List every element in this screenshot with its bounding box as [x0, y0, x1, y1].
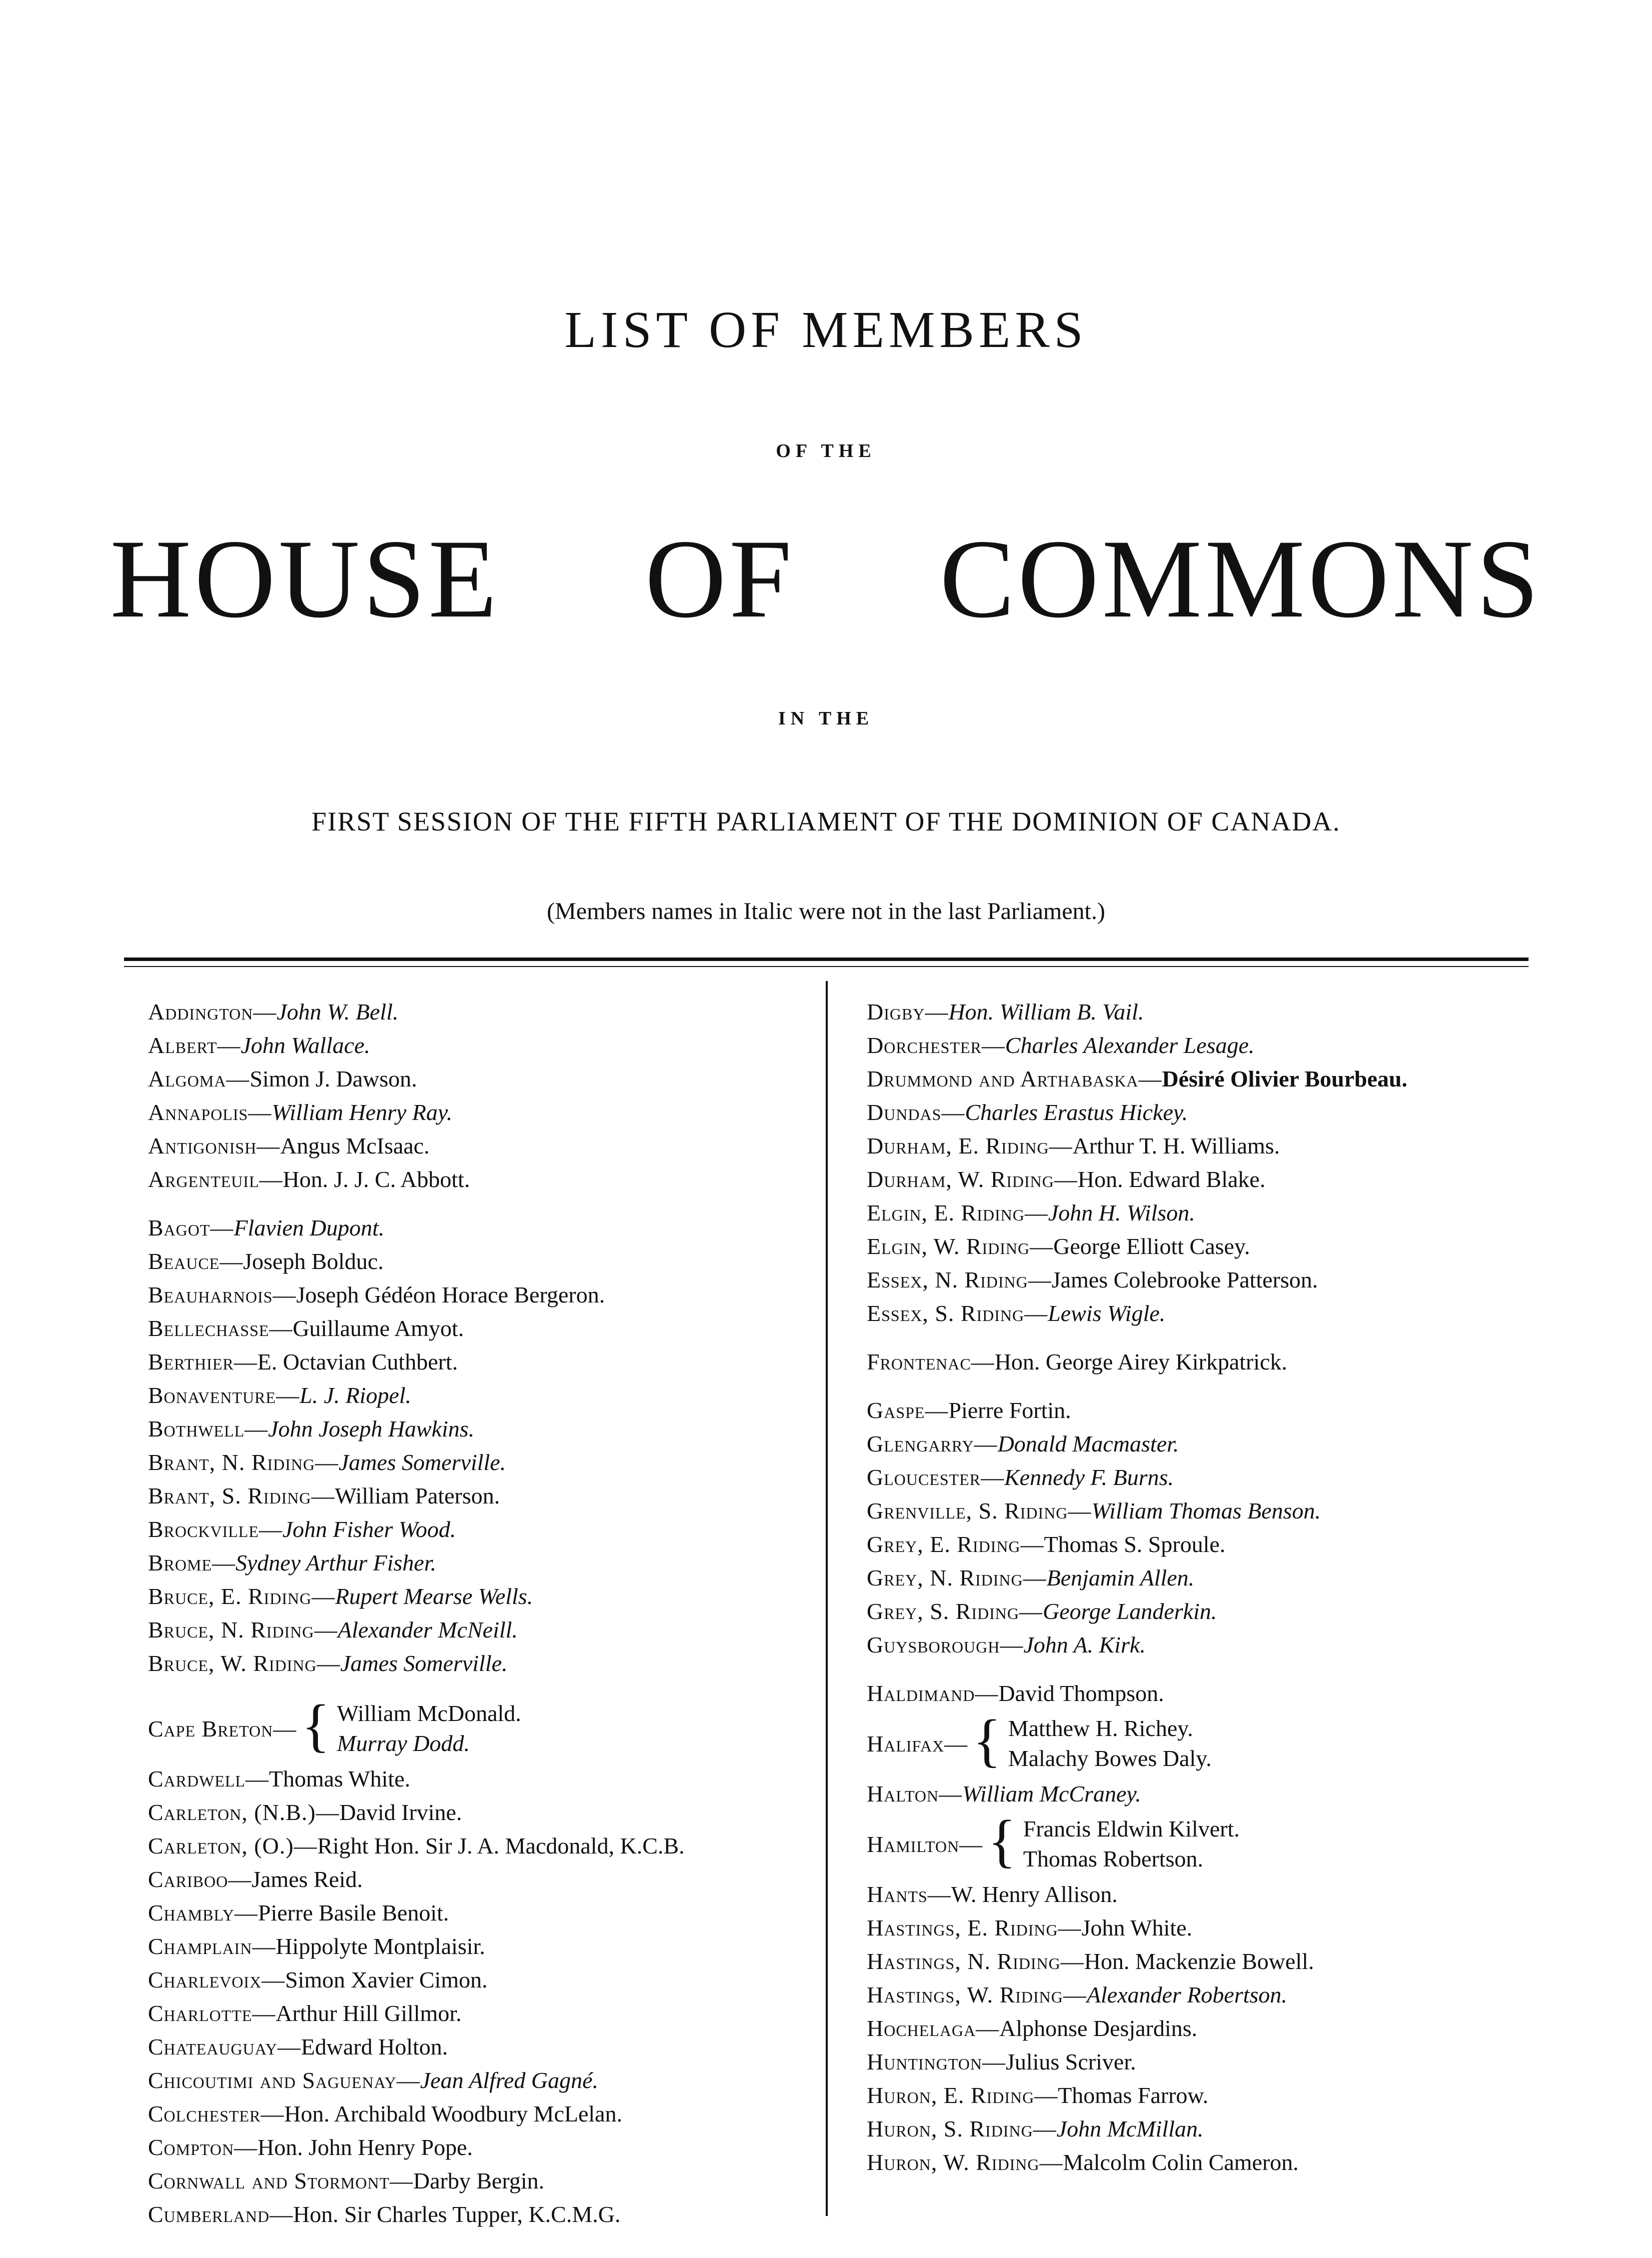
- member-entry: [867, 1810, 1532, 1878]
- member-entry: [148, 1312, 818, 1345]
- member-entry: [867, 1561, 1532, 1594]
- brace-glyph: {: [988, 1808, 1016, 1874]
- member-name: John McMillan.: [1056, 2116, 1204, 2142]
- member-entry: [867, 1230, 1532, 1263]
- member-name: Arthur T. H. Williams.: [1072, 1133, 1280, 1158]
- member-name: John H. Wilson.: [1048, 1200, 1195, 1226]
- heading-session: FIRST SESSION OF THE FIFTH PARLIAMENT OF THE DOMINION OF CANADA.: [311, 806, 1341, 836]
- member-entry: [867, 2112, 1532, 2146]
- member-entry: [148, 1896, 818, 1930]
- member-name: Francis Eldwin Kilvert.: [1023, 1816, 1240, 1842]
- member-name: Thomas Robertson.: [1023, 1846, 1204, 1872]
- member-entry: [867, 1062, 1532, 1096]
- member-entry: [148, 1129, 818, 1162]
- left-column: [148, 995, 818, 2231]
- member-name: Simon Xavier Cimon.: [285, 1967, 488, 1992]
- member-name: Charles Erastus Hickey.: [965, 1100, 1188, 1125]
- member-entry: [867, 1777, 1532, 1810]
- member-name: William McCraney.: [962, 1781, 1141, 1806]
- member-entry: [867, 1129, 1532, 1162]
- member-entry: [867, 1394, 1532, 1427]
- member-name: Hon. Sir Charles Tupper, K.C.M.G.: [293, 2202, 621, 2227]
- member-name: John Joseph Hawkins.: [268, 1416, 474, 1442]
- constituency-name: Beauharnois—: [148, 1282, 296, 1308]
- constituency-name: Brant, S. Riding—: [148, 1483, 335, 1508]
- member-entry: [867, 1345, 1532, 1378]
- member-name: Flavien Dupont.: [233, 1215, 385, 1240]
- member-entry: [148, 1211, 818, 1244]
- member-name: W. Henry Allison.: [951, 1882, 1118, 1907]
- constituency-name: Algoma—: [148, 1066, 250, 1092]
- member-name: Malcolm Colin Cameron.: [1063, 2150, 1299, 2175]
- member-name: Rupert Mearse Wells.: [335, 1584, 533, 1609]
- member-entry: [148, 1345, 818, 1378]
- member-entry: [867, 1096, 1532, 1129]
- member-names-group: [1008, 1714, 1212, 1774]
- constituency-name: Bonaventure—: [148, 1382, 300, 1408]
- member-name: James Somerville.: [338, 1450, 506, 1475]
- member-name: Alexander McNeill.: [337, 1617, 518, 1642]
- member-names-group: [1023, 1814, 1240, 1874]
- member-entry: [148, 1278, 818, 1312]
- member-name: Sydney Arthur Fisher.: [235, 1550, 436, 1576]
- member-entry: [148, 1963, 818, 1996]
- member-entry: [148, 995, 818, 1028]
- member-entry: [867, 2078, 1532, 2112]
- constituency-name: Berthier—: [148, 1349, 257, 1374]
- member-name: Hon. J. J. C. Abbott.: [282, 1166, 470, 1192]
- double-rule-thick: [124, 958, 1529, 961]
- member-name: James Somerville.: [340, 1650, 508, 1676]
- constituency-name: Carleton, (N.B.)—: [148, 1800, 339, 1825]
- member-name: Murray Dodd.: [337, 1730, 470, 1756]
- constituency-name: Compton—: [148, 2134, 258, 2160]
- constituency-name: Charlevoix—: [148, 1967, 285, 1992]
- member-name: L. J. Riopel.: [299, 1382, 411, 1408]
- constituency-name: Durham, W. Riding—: [867, 1166, 1078, 1192]
- member-entry: [867, 1263, 1532, 1296]
- member-entry: [148, 2198, 818, 2231]
- member-name: Joseph Bolduc.: [243, 1248, 384, 1274]
- constituency-name: Argenteuil—: [148, 1166, 283, 1192]
- member-entry: [867, 1676, 1532, 1710]
- member-names-group: [337, 1698, 521, 1758]
- member-entry: [867, 1427, 1532, 1460]
- member-entry: [867, 1878, 1532, 1911]
- member-entry: [148, 1796, 818, 1829]
- constituency-name: Chateauguay—: [148, 2034, 301, 2060]
- constituency-name: Huron, E. Riding—: [867, 2082, 1058, 2108]
- member-name: John Wallace.: [240, 1032, 370, 1058]
- member-entry: [148, 1028, 818, 1062]
- member-entry: [867, 1296, 1532, 1330]
- constituency-name: Chambly—: [148, 1900, 258, 1926]
- member-entry: [867, 2012, 1532, 2045]
- constituency-name: Carleton, (O.)—: [148, 1833, 317, 1858]
- constituency-name: Huron, W. Riding—: [867, 2150, 1063, 2175]
- constituency-name: Digby—: [867, 999, 949, 1024]
- member-name: William Thomas Benson.: [1091, 1498, 1321, 1524]
- constituency-name: Frontenac—: [867, 1349, 995, 1374]
- member-name: Hippolyte Montplaisir.: [275, 1934, 485, 1959]
- constituency-name: Dundas—: [867, 1100, 965, 1125]
- member-entry: [148, 1613, 818, 1646]
- member-name: James Colebrooke Patterson.: [1051, 1267, 1318, 1292]
- heading-word: OF: [645, 516, 795, 641]
- constituency-name: Cardwell—: [148, 1766, 269, 1792]
- heading-word: HOUSE: [110, 516, 500, 641]
- constituency-name: Charlotte—: [148, 2000, 276, 2026]
- member-name: David Irvine.: [339, 1800, 462, 1825]
- member-entry: [148, 2130, 818, 2164]
- member-name: Charles Alexander Lesage.: [1005, 1032, 1255, 1058]
- member-name: Jean Alfred Gagné.: [420, 2068, 598, 2093]
- member-name: Angus McIsaac.: [280, 1133, 430, 1158]
- constituency-name: Grey, S. Riding—: [867, 1598, 1043, 1624]
- member-entry: [148, 1096, 818, 1129]
- constituency-name: Colchester—: [148, 2101, 284, 2126]
- constituency-name: Halton—: [867, 1781, 963, 1806]
- member-name: William Paterson.: [334, 1483, 500, 1508]
- member-name: Right Hon. Sir J. A. Macdonald, K.C.B.: [317, 1833, 685, 1858]
- constituency-name: Elgin, W. Riding—: [867, 1234, 1054, 1259]
- constituency-name: Grenville, S. Riding—: [867, 1498, 1092, 1524]
- member-name: George Elliott Casey.: [1053, 1234, 1250, 1259]
- member-name: David Thompson.: [998, 1680, 1164, 1706]
- constituency-name: Elgin, E. Riding—: [867, 1200, 1048, 1226]
- constituency-name: Bruce, N. Riding—: [148, 1617, 338, 1642]
- heading-of-the: OF THE: [776, 440, 876, 462]
- member-name: Arthur Hill Gillmor.: [275, 2000, 462, 2026]
- constituency-name: Cornwall and Stormont—: [148, 2168, 413, 2194]
- right-column: [867, 995, 1532, 2179]
- constituency-name: Brockville—: [148, 1516, 282, 1542]
- constituency-name: Hastings, N. Riding—: [867, 1948, 1084, 1974]
- constituency-name: Bothwell—: [148, 1416, 268, 1442]
- constituency-name: Guysborough—: [867, 1632, 1024, 1658]
- heading-house-of-commons: [0, 516, 1652, 641]
- member-name: Hon. Archibald Woodbury McLelan.: [284, 2101, 622, 2126]
- member-entry: [148, 1512, 818, 1546]
- member-name: James Reid.: [251, 1866, 363, 1892]
- brace-glyph: {: [973, 1708, 1001, 1773]
- member-name: Malachy Bowes Daly.: [1008, 1746, 1212, 1771]
- constituency-name: Huron, S. Riding—: [867, 2116, 1057, 2142]
- constituency-name: Essex, N. Riding—: [867, 1267, 1052, 1292]
- member-name: Simon J. Dawson.: [249, 1066, 417, 1092]
- italic-note: (Members names in Italic were not in the last Parliament.): [547, 898, 1105, 924]
- member-name: Lewis Wigle.: [1048, 1300, 1166, 1326]
- member-entry: [148, 2164, 818, 2198]
- brace-glyph: {: [301, 1692, 330, 1758]
- member-entry: [148, 1244, 818, 1278]
- member-name: Donald Macmaster.: [997, 1431, 1179, 1456]
- member-name: Hon. Edward Blake.: [1078, 1166, 1266, 1192]
- member-entry: [867, 1494, 1532, 1528]
- constituency-name: Bagot—: [148, 1215, 234, 1240]
- member-entry: [148, 1646, 818, 1680]
- constituency-name: Halifax—: [867, 1730, 968, 1756]
- member-name: Edward Holton.: [301, 2034, 448, 2060]
- constituency-name: Drummond and Arthabaska—: [867, 1066, 1162, 1092]
- member-entry: [148, 1930, 818, 1963]
- member-name: Alexander Robertson.: [1087, 1982, 1288, 2008]
- member-name: Julius Scriver.: [1006, 2049, 1136, 2074]
- member-entry: [867, 1978, 1532, 2012]
- member-entry: [867, 1710, 1532, 1777]
- member-name: Kennedy F. Burns.: [1004, 1464, 1174, 1490]
- member-name: George Landerkin.: [1043, 1598, 1217, 1624]
- constituency-name: Annapolis—: [148, 1100, 272, 1125]
- constituency-name: Cape Breton—: [148, 1716, 297, 1742]
- constituency-name: Hants—: [867, 1882, 951, 1907]
- member-entry: [148, 1479, 818, 1512]
- member-entry: [867, 2045, 1532, 2078]
- constituency-name: Durham, E. Riding—: [867, 1133, 1073, 1158]
- member-entry: [148, 1862, 818, 1896]
- member-entry: [867, 1162, 1532, 1196]
- member-name: William Henry Ray.: [271, 1100, 453, 1125]
- constituency-name: Addington—: [148, 999, 277, 1024]
- member-name: Guillaume Amyot.: [292, 1316, 464, 1341]
- member-entry: [148, 1062, 818, 1096]
- member-name: Alphonse Desjardins.: [999, 2016, 1198, 2041]
- member-name: Hon. Mackenzie Bowell.: [1084, 1948, 1314, 1974]
- member-name: Matthew H. Richey.: [1008, 1716, 1193, 1741]
- constituency-name: Dorchester—: [867, 1032, 1005, 1058]
- double-rule-thin: [124, 966, 1529, 967]
- member-entry: [148, 1829, 818, 1862]
- member-name: Hon. George Airey Kirkpatrick.: [994, 1349, 1288, 1374]
- member-name: Hon. John Henry Pope.: [257, 2134, 473, 2160]
- member-name: Pierre Basile Benoit.: [258, 1900, 449, 1926]
- member-name: William McDonald.: [337, 1700, 521, 1726]
- member-name: Darby Bergin.: [413, 2168, 544, 2194]
- member-name: John A. Kirk.: [1023, 1632, 1146, 1658]
- member-entry: [148, 1580, 818, 1613]
- heading-list-of-members: LIST OF MEMBERS: [564, 301, 1088, 358]
- constituency-name: Grey, N. Riding—: [867, 1565, 1047, 1590]
- member-entry: [148, 2097, 818, 2130]
- constituency-name: Brome—: [148, 1550, 236, 1576]
- constituency-name: Bruce, W. Riding—: [148, 1650, 340, 1676]
- member-entry: [867, 1944, 1532, 1978]
- constituency-name: Hamilton—: [867, 1831, 983, 1857]
- member-entry: [148, 2030, 818, 2064]
- member-entry: [148, 1412, 818, 1446]
- constituency-name: Chicoutimi and Saguenay—: [148, 2068, 420, 2093]
- member-name: John Fisher Wood.: [282, 1516, 456, 1542]
- heading-word: COMMONS: [939, 516, 1542, 641]
- member-entry: [148, 1996, 818, 2030]
- member-entry: [867, 1196, 1532, 1230]
- member-name: Hon. William B. Vail.: [948, 999, 1144, 1024]
- member-entry: [867, 1628, 1532, 1662]
- member-entry: [148, 1762, 818, 1796]
- member-name: John W. Bell.: [276, 999, 399, 1024]
- member-name: Joseph Gédéon Horace Bergeron.: [296, 1282, 605, 1308]
- constituency-name: Brant, N. Riding—: [148, 1450, 339, 1475]
- constituency-name: Gaspe—: [867, 1398, 949, 1423]
- member-entry: [148, 1446, 818, 1479]
- member-name: Pierre Fortin.: [948, 1398, 1071, 1423]
- constituency-name: Cumberland—: [148, 2202, 293, 2227]
- constituency-name: Grey, E. Riding—: [867, 1532, 1044, 1557]
- member-name: Désiré Olivier Bourbeau.: [1162, 1066, 1408, 1092]
- constituency-name: Huntington—: [867, 2049, 1006, 2074]
- constituency-name: Hastings, E. Riding—: [867, 1915, 1082, 1940]
- member-entry: [148, 1378, 818, 1412]
- constituency-name: Hastings, W. Riding—: [867, 1982, 1087, 2008]
- constituency-name: Bellechasse—: [148, 1316, 293, 1341]
- member-entry: [867, 1028, 1532, 1062]
- member-entry: [867, 2146, 1532, 2179]
- member-entry: [867, 1911, 1532, 1944]
- constituency-name: Essex, S. Riding—: [867, 1300, 1048, 1326]
- constituency-name: Albert—: [148, 1032, 241, 1058]
- member-entry: [867, 1594, 1532, 1628]
- constituency-name: Champlain—: [148, 1934, 276, 1959]
- constituency-name: Hochelaga—: [867, 2016, 1000, 2041]
- member-entry: [867, 995, 1532, 1028]
- constituency-name: Antigonish—: [148, 1133, 280, 1158]
- constituency-name: Haldimand—: [867, 1680, 999, 1706]
- member-name: Thomas S. Sproule.: [1044, 1532, 1226, 1557]
- heading-in-the: IN THE: [778, 708, 874, 729]
- member-entry: [148, 1692, 818, 1762]
- member-name: Thomas White.: [269, 1766, 410, 1792]
- member-entry: [148, 1546, 818, 1580]
- member-name: Benjamin Allen.: [1046, 1565, 1195, 1590]
- constituency-name: Cariboo—: [148, 1866, 252, 1892]
- member-entry: [148, 1162, 818, 1196]
- member-name: E. Octavian Cuthbert.: [257, 1349, 458, 1374]
- constituency-name: Bruce, E. Riding—: [148, 1584, 335, 1609]
- member-name: Thomas Farrow.: [1058, 2082, 1209, 2108]
- constituency-name: Glengarry—: [867, 1431, 998, 1456]
- constituency-name: Gloucester—: [867, 1464, 1005, 1490]
- member-name: John White.: [1081, 1915, 1193, 1940]
- constituency-name: Beauce—: [148, 1248, 243, 1274]
- member-entry: [867, 1460, 1532, 1494]
- column-divider: [826, 981, 828, 2216]
- member-entry: [867, 1528, 1532, 1561]
- member-entry: [148, 2064, 818, 2097]
